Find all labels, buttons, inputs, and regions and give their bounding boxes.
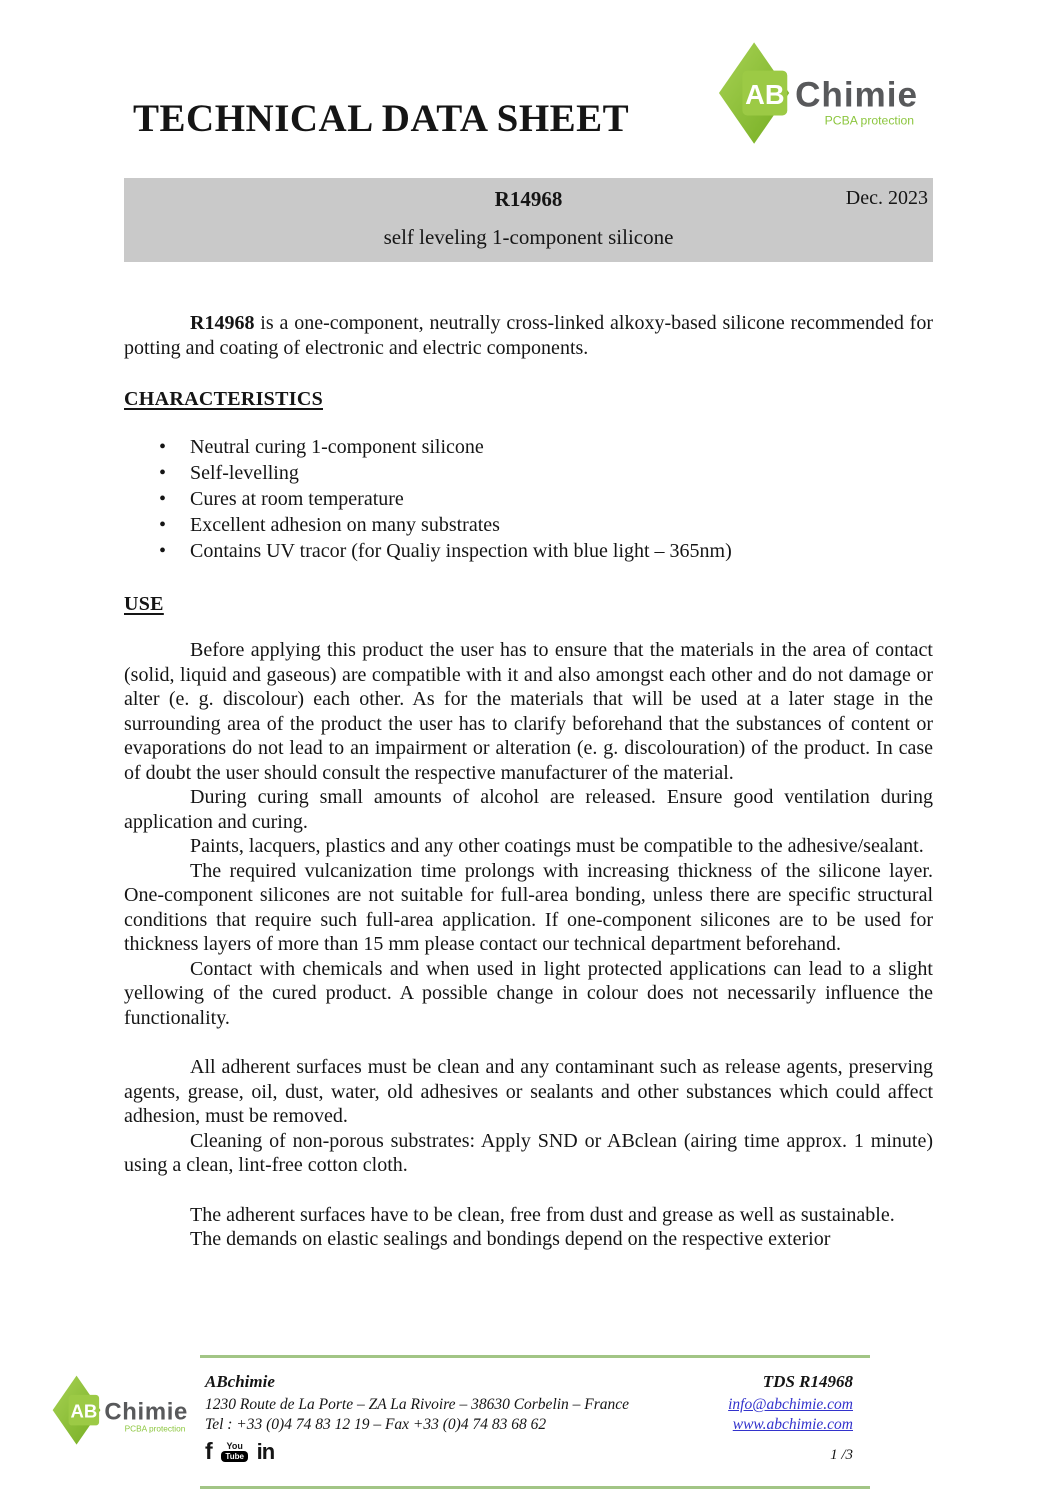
footer-company-info <box>205 1372 629 1463</box>
company-phone: Tel : +33 (0)4 74 83 12 19 – Fax +33 (0)4 74 83 68 62 <box>205 1416 547 1433</box>
youtube-icon-you: You <box>226 1440 243 1451</box>
document-body <box>124 303 933 1252</box>
use-paragraph: The required vulcanization time prolongs with increasing thickness of the silicone layer. One-component silicones are not suitable for full-area bonding, unless there are specific structural conditions that require such full-area application. If one-component silicones are to be used for thickness layers of more than 15 mm please contact our technical department beforehand. <box>124 859 933 955</box>
page-number: 1 /3 <box>830 1447 853 1463</box>
logo-chimie-text: Chimie <box>104 1398 188 1426</box>
use-paragraph: All adherent surfaces must be clean and any contaminant such as release agents, preserving agents, grease, oil, dust, water, old adhesives or sealants and other substances which could affect adhesion, must be removed. <box>124 1056 933 1127</box>
intro-text: is a one-component, neutrally cross-linked alkoxy-based silicone recommended for potting and coating of electronic and electric components. <box>124 312 933 359</box>
website-link[interactable]: www.abchimie.com <box>732 1416 853 1433</box>
logo-chimie-text: Chimie <box>795 75 918 115</box>
list-item: • Contains UV tracor (for Qualiy inspection with blue light – 365nm) <box>190 538 933 564</box>
intro-paragraph <box>124 311 933 361</box>
tds-reference: TDS R14968 <box>762 1372 853 1391</box>
product-subtitle: self leveling 1-component silicone <box>383 225 674 249</box>
use-paragraph: Paints, lacquers, plastics and any other coatings must be compatible to the adhesive/sealant. <box>190 835 924 857</box>
ab-chimie-logo <box>718 40 918 155</box>
footer-separator-line <box>200 1355 870 1358</box>
revision-date: Dec. 2023 <box>845 187 928 209</box>
logo-ab-text: AB <box>70 1400 98 1422</box>
use-paragraph: Contact with chemicals and when used in light protected applications can lead to a slight yellowing of the cured product. A possible change in colour does not necessarily influence the functionality. <box>124 957 933 1029</box>
list-item: • Self-levelling <box>190 460 933 486</box>
product-banner <box>124 178 933 262</box>
company-name: ABchimie <box>205 1372 275 1391</box>
page-title: TECHNICAL DATA SHEET <box>133 97 630 140</box>
product-code: R14968 <box>494 187 563 211</box>
bottom-border-line <box>200 1486 870 1489</box>
youtube-icon-tube: Tube <box>221 1451 248 1462</box>
list-item: • Neutral curing 1-component silicone <box>190 434 933 460</box>
footer-document-info <box>728 1372 853 1464</box>
use-paragraph: The adherent surfaces have to be clean, free from dust and grease as well as sustainable. <box>190 1203 895 1226</box>
social-icons <box>205 1440 629 1463</box>
list-item: • Excellent adhesion on many substrates <box>190 512 933 538</box>
linkedin-icon[interactable]: in <box>256 1438 275 1464</box>
use-paragraph: The demands on elastic sealings and bondings depend on the respective exterior <box>190 1228 831 1250</box>
facebook-icon[interactable]: f <box>205 1438 213 1464</box>
characteristics-list <box>124 434 933 564</box>
email-link[interactable]: info@abchimie.com <box>728 1396 853 1413</box>
logo-ab-text: AB <box>745 78 785 110</box>
use-paragraph: During curing small amounts of alcohol are released. Ensure good ventilation during application and curing. <box>124 786 933 833</box>
ab-chimie-logo-graphic <box>718 40 918 150</box>
youtube-icon[interactable] <box>220 1442 250 1462</box>
product-name-bold: R14968 <box>190 312 255 334</box>
section-heading-use: USE <box>124 593 164 615</box>
ab-chimie-logo-graphic <box>52 1374 188 1449</box>
logo-tagline-text: PCBA protection <box>124 1423 186 1434</box>
use-paragraph: Before applying this product the user has to ensure that the materials in the area of contact (solid, liquid and gaseous) are compatible with it and also amongst each other and do not damage or alter (e. g. discolour) each other. As for the materials that will be used at a later stage in the surrounding area of the product the user has to clarify beforehand that the substances of content or evaporations do not lead to an impairment or alteration (e. g. discolouration) of the product. In case of doubt the user should consult the respective manufacturer of the material. <box>124 639 933 784</box>
use-paragraph: Cleaning of non-porous substrates: Apply SND or ABclean (airing time approx. 1 minute) using a clean, lint-free cotton cloth. <box>124 1129 933 1176</box>
company-address: 1230 Route de La Porte – ZA La Rivoire – 38630 Corbelin – France <box>205 1396 630 1413</box>
logo-tagline-text: PCBA protection <box>824 113 915 128</box>
section-heading-characteristics: CHARACTERISTICS <box>124 388 323 410</box>
list-item: • Cures at room temperature <box>190 486 933 512</box>
ab-chimie-logo-footer <box>52 1374 188 1454</box>
